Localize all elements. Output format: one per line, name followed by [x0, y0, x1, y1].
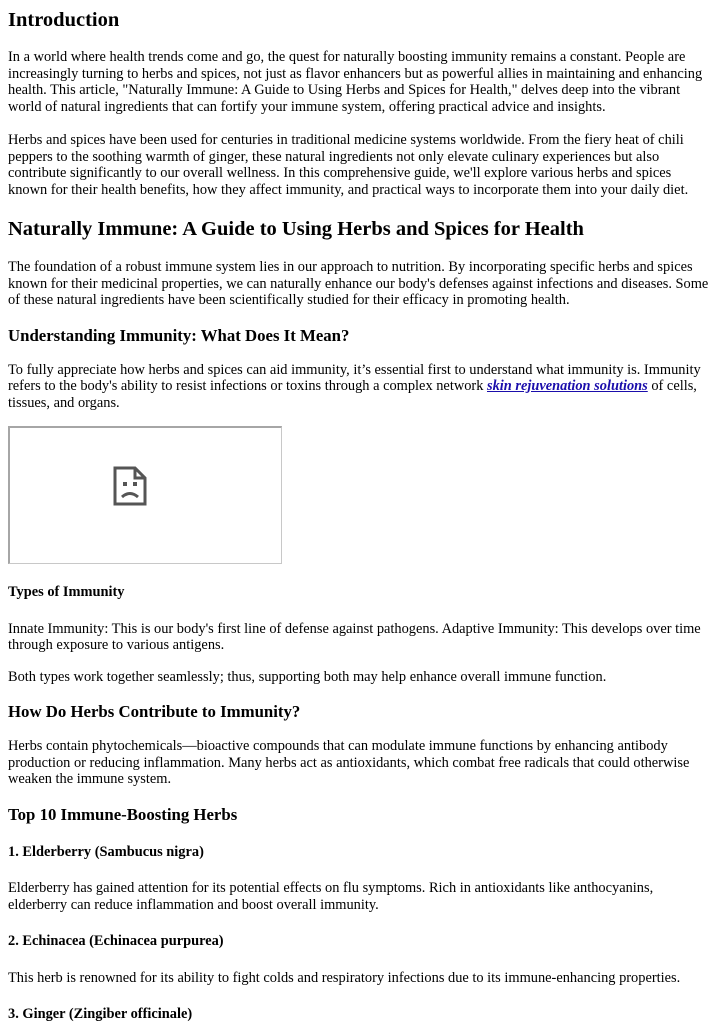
herbs-heading: How Do Herbs Contribute to Immunity?	[8, 702, 301, 721]
understanding-heading: Understanding Immunity: What Does It Mean?	[8, 325, 350, 345]
top10-heading: Top 10 Immune-Boosting Herbs	[8, 804, 238, 824]
broken-image-icon	[113, 466, 147, 506]
herbs-paragraph-1: Herbs contain phytochemicals—bioactive compounds that can modulate immune functions by enhancing antibody production or reducing inflammation. Many herbs act as antioxidants, which combat free radicals that could otherwise weaken the immune system.	[8, 738, 690, 787]
intro-heading: Introduction	[8, 9, 120, 31]
herb-item-title: 1. Elderberry (Sambucus nigra)	[8, 843, 204, 860]
main-heading: Naturally Immune: A Guide to Using Herbs and Spices for Health	[8, 218, 584, 240]
understanding-text-after: of cells, tissues, and organs.	[8, 378, 697, 411]
types-heading: Types of Immunity	[8, 584, 125, 600]
understanding-text-before: To fully appreciate how herbs and spices can aid immunity, it’s essential first to understand what immunity is. Immunity refers to the body's ability to resist infections or toxins through a complex network	[8, 361, 701, 394]
intro-paragraph-2: Herbs and spices have been used for centuries in traditional medicine systems worldwide. From the fiery heat of chili peppers to the soothing warmth of ginger, these natural ingredients not only elevate culinary experiences but also contribute significantly to our overall wellness. In this comprehensive guide, we'll explore various herbs and spices known for their health benefits, how they affect immunity, and practical ways to incorporate them into your daily diet.	[8, 132, 689, 198]
intro-paragraph-1: In a world where health trends come and go, the quest for naturally boosting immunity remains a constant. People are increasingly turning to herbs and spices, not just as flavor enhancers but as powerful allies in maintaining and enhancing health. This article, "Naturally Immune: A Guide to Using Herbs and Spices for Health," delves deep into the vibrant world of natural ingredients that can fortify your immune system, offering practical advice and insights.	[8, 49, 703, 115]
broken-image	[8, 426, 282, 564]
herb-item-text: Elderberry has gained attention for its potential effects on flu symptoms. Rich in antioxidants like anthocyanins, elderberry can reduce inflammation and boost overall immunity.	[8, 880, 654, 913]
herb-item-title: 3. Ginger (Zingiber officinale)	[8, 1006, 193, 1022]
skin-rejuvenation-link[interactable]: skin rejuvenation solutions	[487, 378, 648, 394]
herb-item-title: 2. Echinacea (Echinacea purpurea)	[8, 933, 224, 949]
herb-item-text: This herb is renowned for its ability to fight colds and respiratory infections due to its immune-enhancing properties.	[8, 969, 681, 986]
main-paragraph-1: The foundation of a robust immune system lies in our approach to nutrition. By incorporating specific herbs and spices known for their medicinal properties, we can naturally enhance our body's defenses against infections and diseases. Some of these natural ingredients have been scientifically studied for their efficacy in promoting health.	[8, 259, 709, 308]
types-paragraph-1: Innate Immunity: This is our body's first line of defense against pathogens. Adaptive Immunity: This develops over time through exposure to various antigens.	[8, 620, 701, 653]
understanding-paragraph	[8, 362, 712, 412]
types-paragraph-2: Both types work together seamlessly; thus, supporting both may help enhance overall immune function.	[8, 668, 607, 685]
